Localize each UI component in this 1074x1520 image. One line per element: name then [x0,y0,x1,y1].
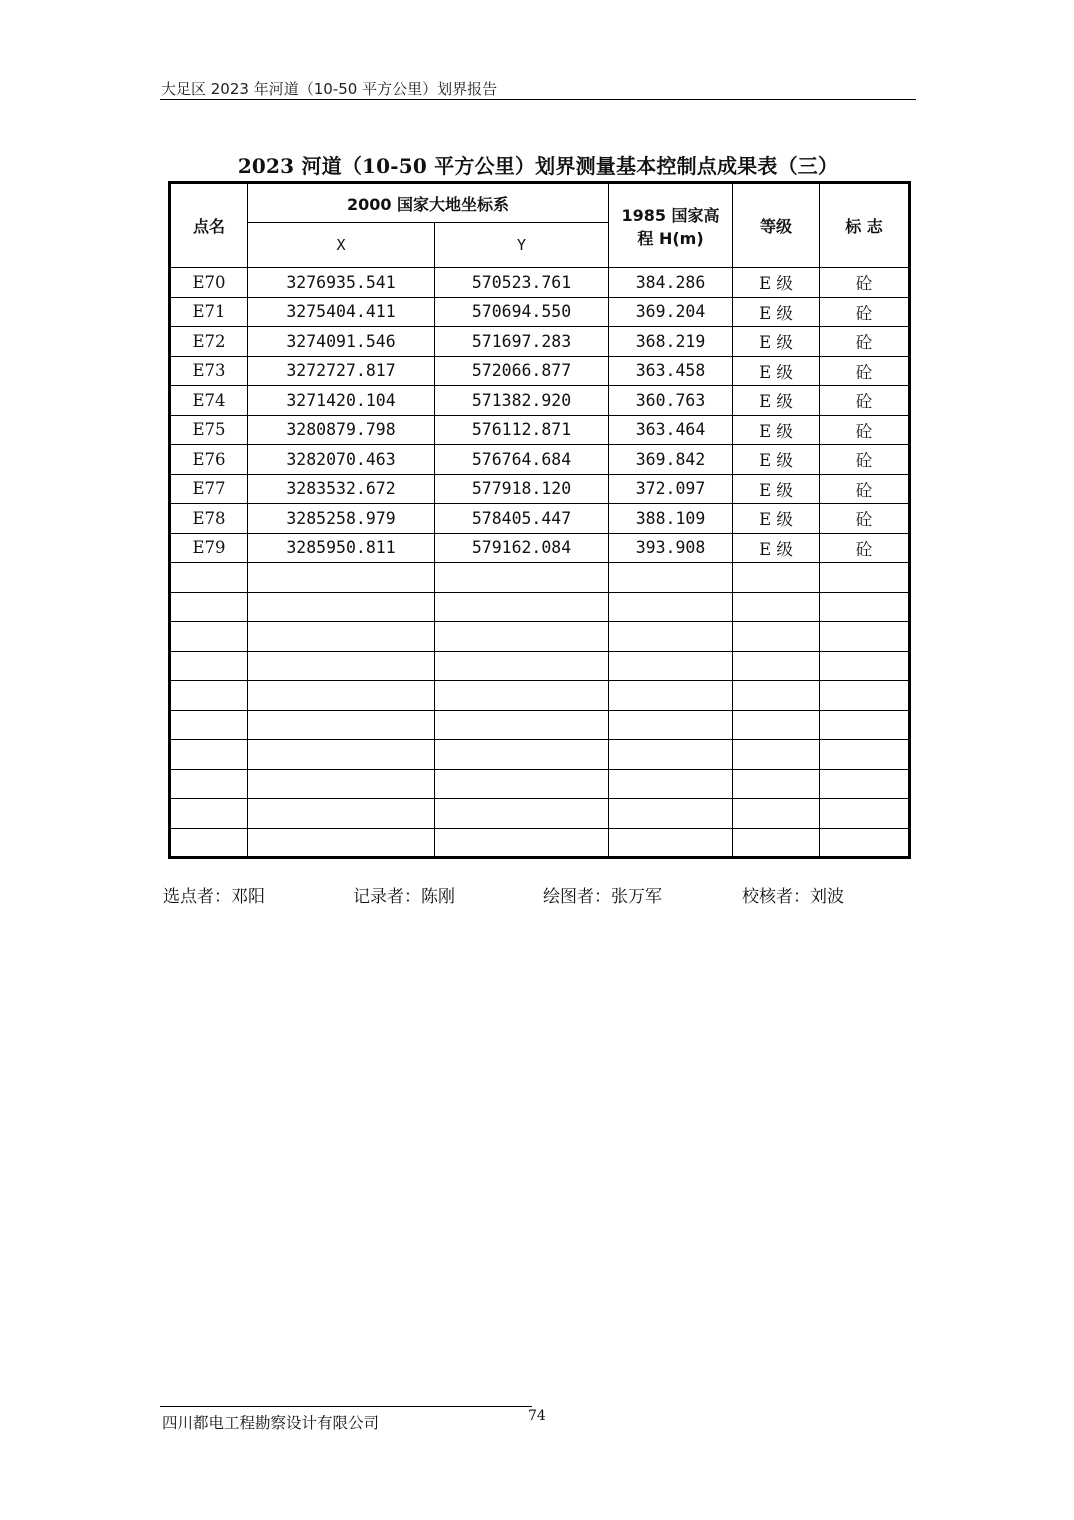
cell-x: 3280879.798 [248,415,435,445]
cell-y: 571382.920 [435,386,609,416]
header-rule [160,99,916,100]
table-row [170,268,910,298]
table-row [170,327,910,357]
table-row [170,474,910,504]
cell-marker: 砼 [820,474,910,504]
empty-cell [170,651,248,681]
empty-cell [435,592,609,622]
table-body [170,268,910,858]
cell-marker: 砼 [820,386,910,416]
empty-table-row [170,651,910,681]
cell-x: 3285258.979 [248,504,435,534]
empty-cell [609,828,733,858]
cell-elevation: 369.204 [609,297,733,327]
cell-elevation: 360.763 [609,386,733,416]
cell-marker: 砼 [820,445,910,475]
header-elevation [609,183,733,268]
cell-point-name: E73 [170,356,248,386]
empty-cell [170,710,248,740]
empty-cell [609,563,733,593]
empty-cell [435,651,609,681]
cell-elevation: 368.219 [609,327,733,357]
empty-cell [820,828,910,858]
cell-x: 3271420.104 [248,386,435,416]
empty-table-row [170,710,910,740]
empty-table-row [170,799,910,829]
empty-cell [248,740,435,770]
cell-grade: E 级 [733,415,820,445]
table-row [170,356,910,386]
cell-elevation: 393.908 [609,533,733,563]
cell-grade: E 级 [733,297,820,327]
cell-grade: E 级 [733,268,820,298]
page-number: 74 [528,1408,546,1424]
checker-signature: 校核者：刘波 [742,887,844,907]
empty-cell [435,740,609,770]
cell-marker: 砼 [820,504,910,534]
table-row [170,386,910,416]
company-name: 四川都电工程勘察设计有限公司 [162,1414,380,1432]
empty-cell [170,799,248,829]
recorder-signature: 记录者：陈刚 [353,887,455,907]
cell-x: 3276935.541 [248,268,435,298]
empty-cell [248,563,435,593]
empty-cell [733,740,820,770]
empty-cell [609,651,733,681]
cell-elevation: 372.097 [609,474,733,504]
empty-cell [733,828,820,858]
header-grade: 等级 [733,183,820,268]
empty-cell [248,799,435,829]
cell-grade: E 级 [733,504,820,534]
cell-x: 3282070.463 [248,445,435,475]
cell-x: 3274091.546 [248,327,435,357]
header-coord-system: 2000 国家大地坐标系 [248,183,609,223]
empty-cell [435,681,609,711]
empty-cell [435,769,609,799]
drafter-signature: 绘图者：张万军 [543,887,662,907]
empty-table-row [170,681,910,711]
cell-marker: 砼 [820,297,910,327]
cell-y: 577918.120 [435,474,609,504]
empty-cell [248,710,435,740]
footer-rule [160,1406,532,1407]
selector-signature: 选点者：邓阳 [163,887,265,907]
cell-marker: 砼 [820,327,910,357]
cell-marker: 砼 [820,415,910,445]
cell-y: 576764.684 [435,445,609,475]
header-y: Y [435,223,609,268]
empty-cell [609,592,733,622]
cell-y: 579162.084 [435,533,609,563]
empty-table-row [170,592,910,622]
cell-y: 572066.877 [435,356,609,386]
empty-table-row [170,740,910,770]
empty-cell [435,799,609,829]
table-row [170,504,910,534]
cell-point-name: E79 [170,533,248,563]
empty-cell [820,563,910,593]
table-title: 2023 河道（10-50 平方公里）划界测量基本控制点成果表（三） [237,154,839,178]
empty-cell [733,622,820,652]
table-row [170,297,910,327]
cell-grade: E 级 [733,445,820,475]
empty-cell [820,622,910,652]
cell-point-name: E77 [170,474,248,504]
cell-grade: E 级 [733,386,820,416]
empty-cell [733,592,820,622]
empty-cell [435,710,609,740]
empty-cell [609,740,733,770]
cell-grade: E 级 [733,474,820,504]
empty-table-row [170,769,910,799]
cell-elevation: 363.458 [609,356,733,386]
cell-y: 578405.447 [435,504,609,534]
cell-point-name: E76 [170,445,248,475]
header-x: X [248,223,435,268]
cell-elevation: 369.842 [609,445,733,475]
empty-cell [609,681,733,711]
header-elevation-line2: 程 H(m) [637,228,704,248]
empty-cell [248,622,435,652]
empty-cell [733,710,820,740]
empty-cell [820,651,910,681]
cell-point-name: E78 [170,504,248,534]
empty-table-row [170,622,910,652]
empty-cell [248,681,435,711]
empty-cell [170,769,248,799]
empty-cell [609,710,733,740]
empty-cell [820,740,910,770]
control-points-table [168,181,911,859]
empty-cell [733,651,820,681]
empty-cell [248,592,435,622]
empty-cell [609,769,733,799]
cell-grade: E 级 [733,327,820,357]
header-marker: 标 志 [820,183,910,268]
empty-cell [609,622,733,652]
cell-elevation: 384.286 [609,268,733,298]
empty-cell [820,799,910,829]
table-row [170,445,910,475]
running-header: 大足区 2023 年河道（10-50 平方公里）划界报告 [161,80,498,98]
header-point-name: 点名 [170,183,248,268]
empty-cell [248,651,435,681]
empty-cell [435,622,609,652]
cell-marker: 砼 [820,268,910,298]
empty-cell [733,563,820,593]
cell-grade: E 级 [733,533,820,563]
empty-cell [733,681,820,711]
cell-x: 3285950.811 [248,533,435,563]
empty-table-row [170,828,910,858]
empty-cell [170,740,248,770]
header-elevation-line1: 1985 国家高 [621,205,720,225]
cell-point-name: E70 [170,268,248,298]
cell-y: 571697.283 [435,327,609,357]
cell-marker: 砼 [820,356,910,386]
empty-cell [170,563,248,593]
cell-marker: 砼 [820,533,910,563]
empty-cell [435,828,609,858]
empty-cell [248,828,435,858]
cell-x: 3283532.672 [248,474,435,504]
empty-cell [733,799,820,829]
empty-cell [170,592,248,622]
cell-point-name: E71 [170,297,248,327]
empty-cell [820,710,910,740]
empty-cell [435,563,609,593]
cell-elevation: 363.464 [609,415,733,445]
empty-cell [820,592,910,622]
empty-cell [170,622,248,652]
empty-cell [733,769,820,799]
table-row [170,415,910,445]
cell-y: 570523.761 [435,268,609,298]
table-row [170,533,910,563]
empty-cell [248,769,435,799]
cell-elevation: 388.109 [609,504,733,534]
empty-cell [170,828,248,858]
cell-x: 3272727.817 [248,356,435,386]
empty-table-row [170,563,910,593]
cell-x: 3275404.411 [248,297,435,327]
cell-point-name: E74 [170,386,248,416]
cell-grade: E 级 [733,356,820,386]
empty-cell [609,799,733,829]
cell-point-name: E75 [170,415,248,445]
cell-y: 570694.550 [435,297,609,327]
cell-point-name: E72 [170,327,248,357]
empty-cell [820,681,910,711]
cell-y: 576112.871 [435,415,609,445]
empty-cell [820,769,910,799]
empty-cell [170,681,248,711]
